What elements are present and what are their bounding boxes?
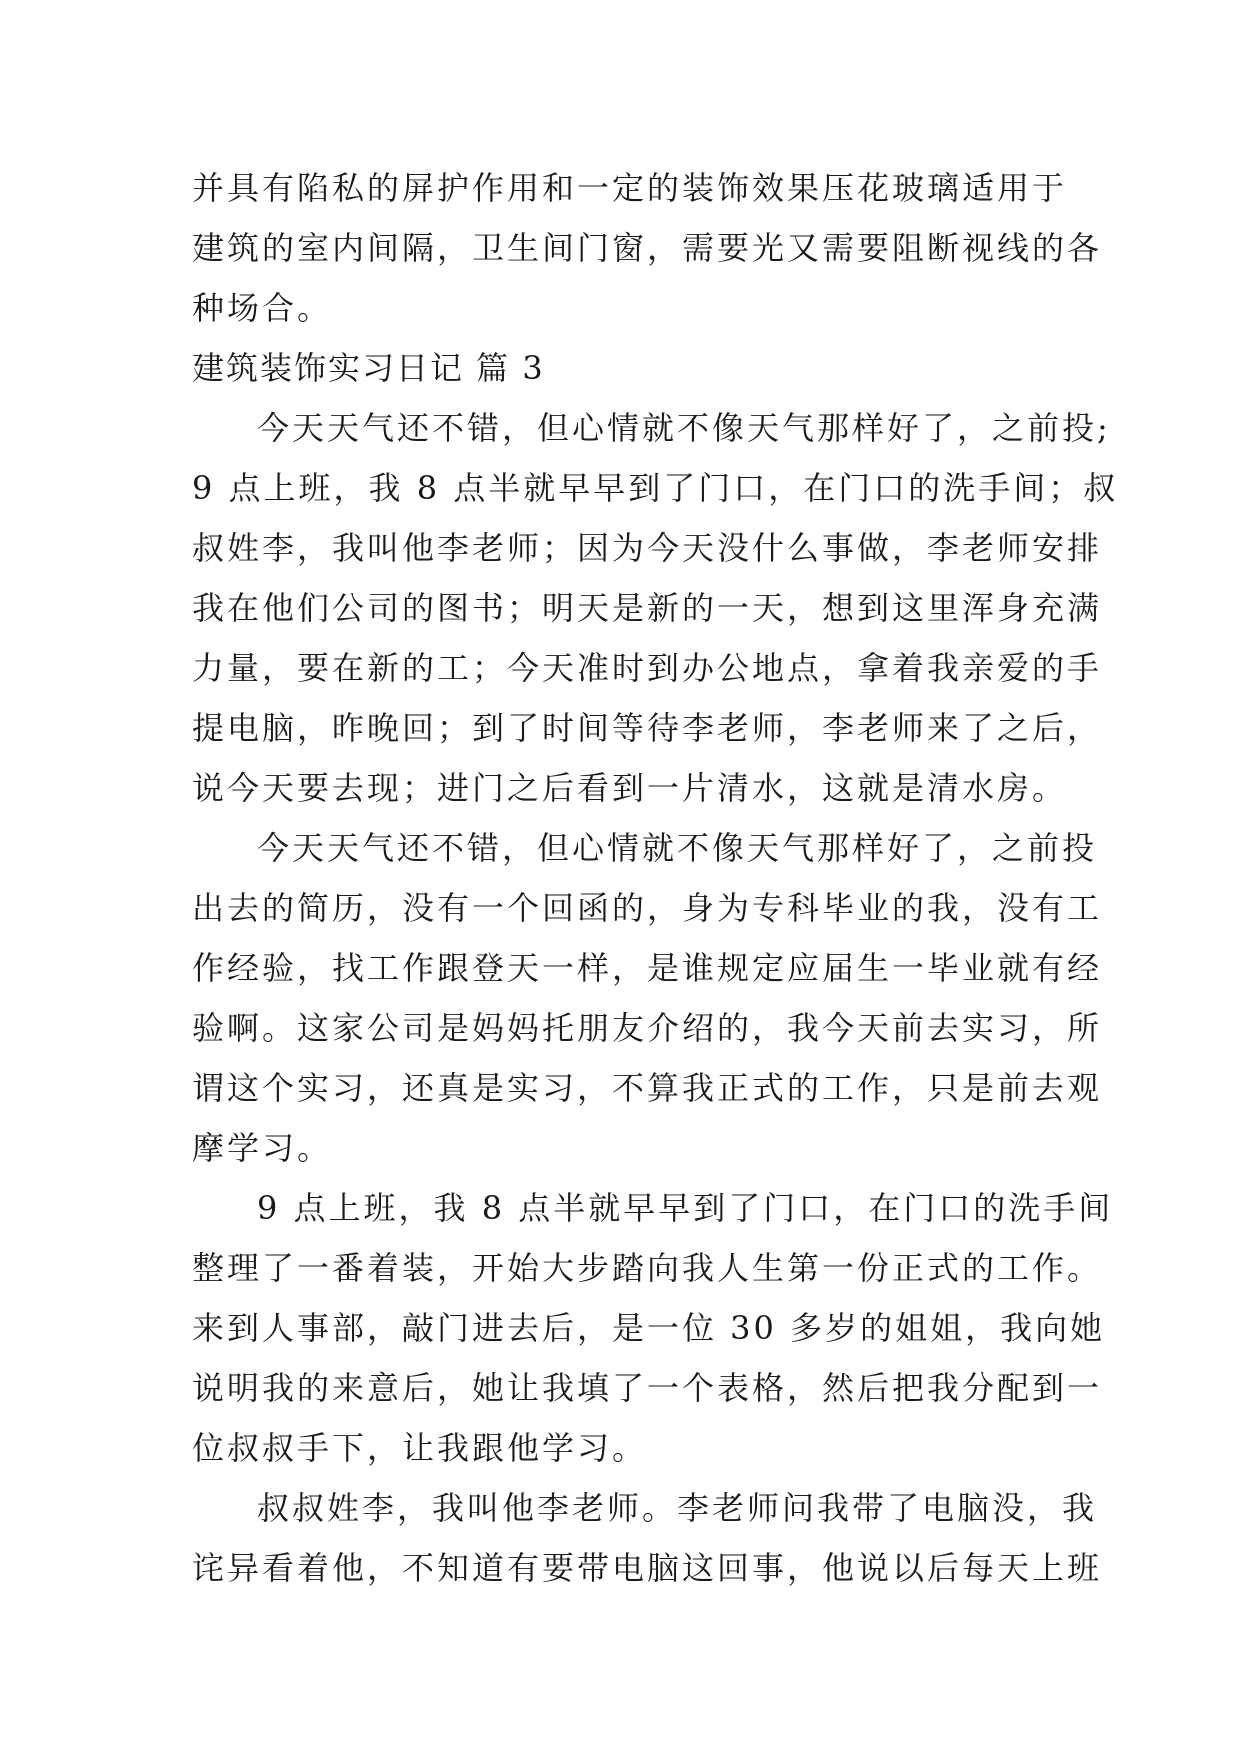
text-line: 说今天要去现；进门之后看到一片清水，这就是清水房。 xyxy=(192,769,1068,807)
text-line: 提电脑，昨晚回；到了时间等待李老师，李老师来了之后， xyxy=(192,709,1103,747)
text-line: 位叔叔手下，让我跟他学习。 xyxy=(192,1429,648,1467)
text-line: 叔姓李，我叫他李老师；因为今天没什么事做，李老师安排 xyxy=(192,529,1103,567)
text-line: 诧异看着他，不知道有要带电脑这回事，他说以后每天上班 xyxy=(192,1549,1103,1587)
text-line: 摩学习。 xyxy=(192,1129,333,1167)
text-line: 建筑的室内间隔，卫生间门窗，需要光又需要阻断视线的各 xyxy=(192,229,1103,267)
paragraph-first-line: 叔叔姓李，我叫他李老师。李老师问我带了电脑没，我 xyxy=(257,1489,1098,1527)
section-heading: 建筑装饰实习日记 篇 3 xyxy=(192,349,545,387)
text-line: 力量，要在新的工；今天准时到办公地点，拿着我亲爱的手 xyxy=(192,649,1103,687)
text-line: 整理了一番着装，开始大步踏向我人生第一份正式的工作。 xyxy=(192,1249,1103,1287)
text-line: 作经验，找工作跟登天一样，是谁规定应届生一毕业就有经 xyxy=(192,949,1103,987)
text-line: 我在他们公司的图书；明天是新的一天，想到这里浑身充满 xyxy=(192,589,1103,627)
text-line: 谓这个实习，还真是实习，不算我正式的工作，只是前去观 xyxy=(192,1069,1103,1107)
paragraph-first-line: 今天天气还不错，但心情就不像天气那样好了，之前投 xyxy=(257,829,1098,867)
text-line: 验啊。这家公司是妈妈托朋友介绍的，我今天前去实习，所 xyxy=(192,1009,1103,1047)
text-line: 来到人事部，敲门进去后，是一位 30 多岁的姐姐，我向她 xyxy=(192,1309,1106,1347)
text-line: 说明我的来意后，她让我填了一个表格，然后把我分配到一 xyxy=(192,1369,1103,1407)
text-line: 种场合。 xyxy=(192,289,333,327)
text-line: 9 点上班，我 8 点半就早早到了门口，在门口的洗手间；叔 xyxy=(192,469,1119,507)
paragraph-first-line: 9 点上班，我 8 点半就早早到了门口，在门口的洗手间 xyxy=(257,1189,1114,1227)
text-line: 并具有陷私的屏护作用和一定的装饰效果压花玻璃适用于 xyxy=(192,169,1068,207)
document-body xyxy=(192,158,1119,1598)
paragraph-first-line: 今天天气还不错，但心情就不像天气那样好了，之前投; xyxy=(257,409,1111,447)
text-line: 出去的简历，没有一个回函的，身为专科毕业的我，没有工 xyxy=(192,889,1103,927)
